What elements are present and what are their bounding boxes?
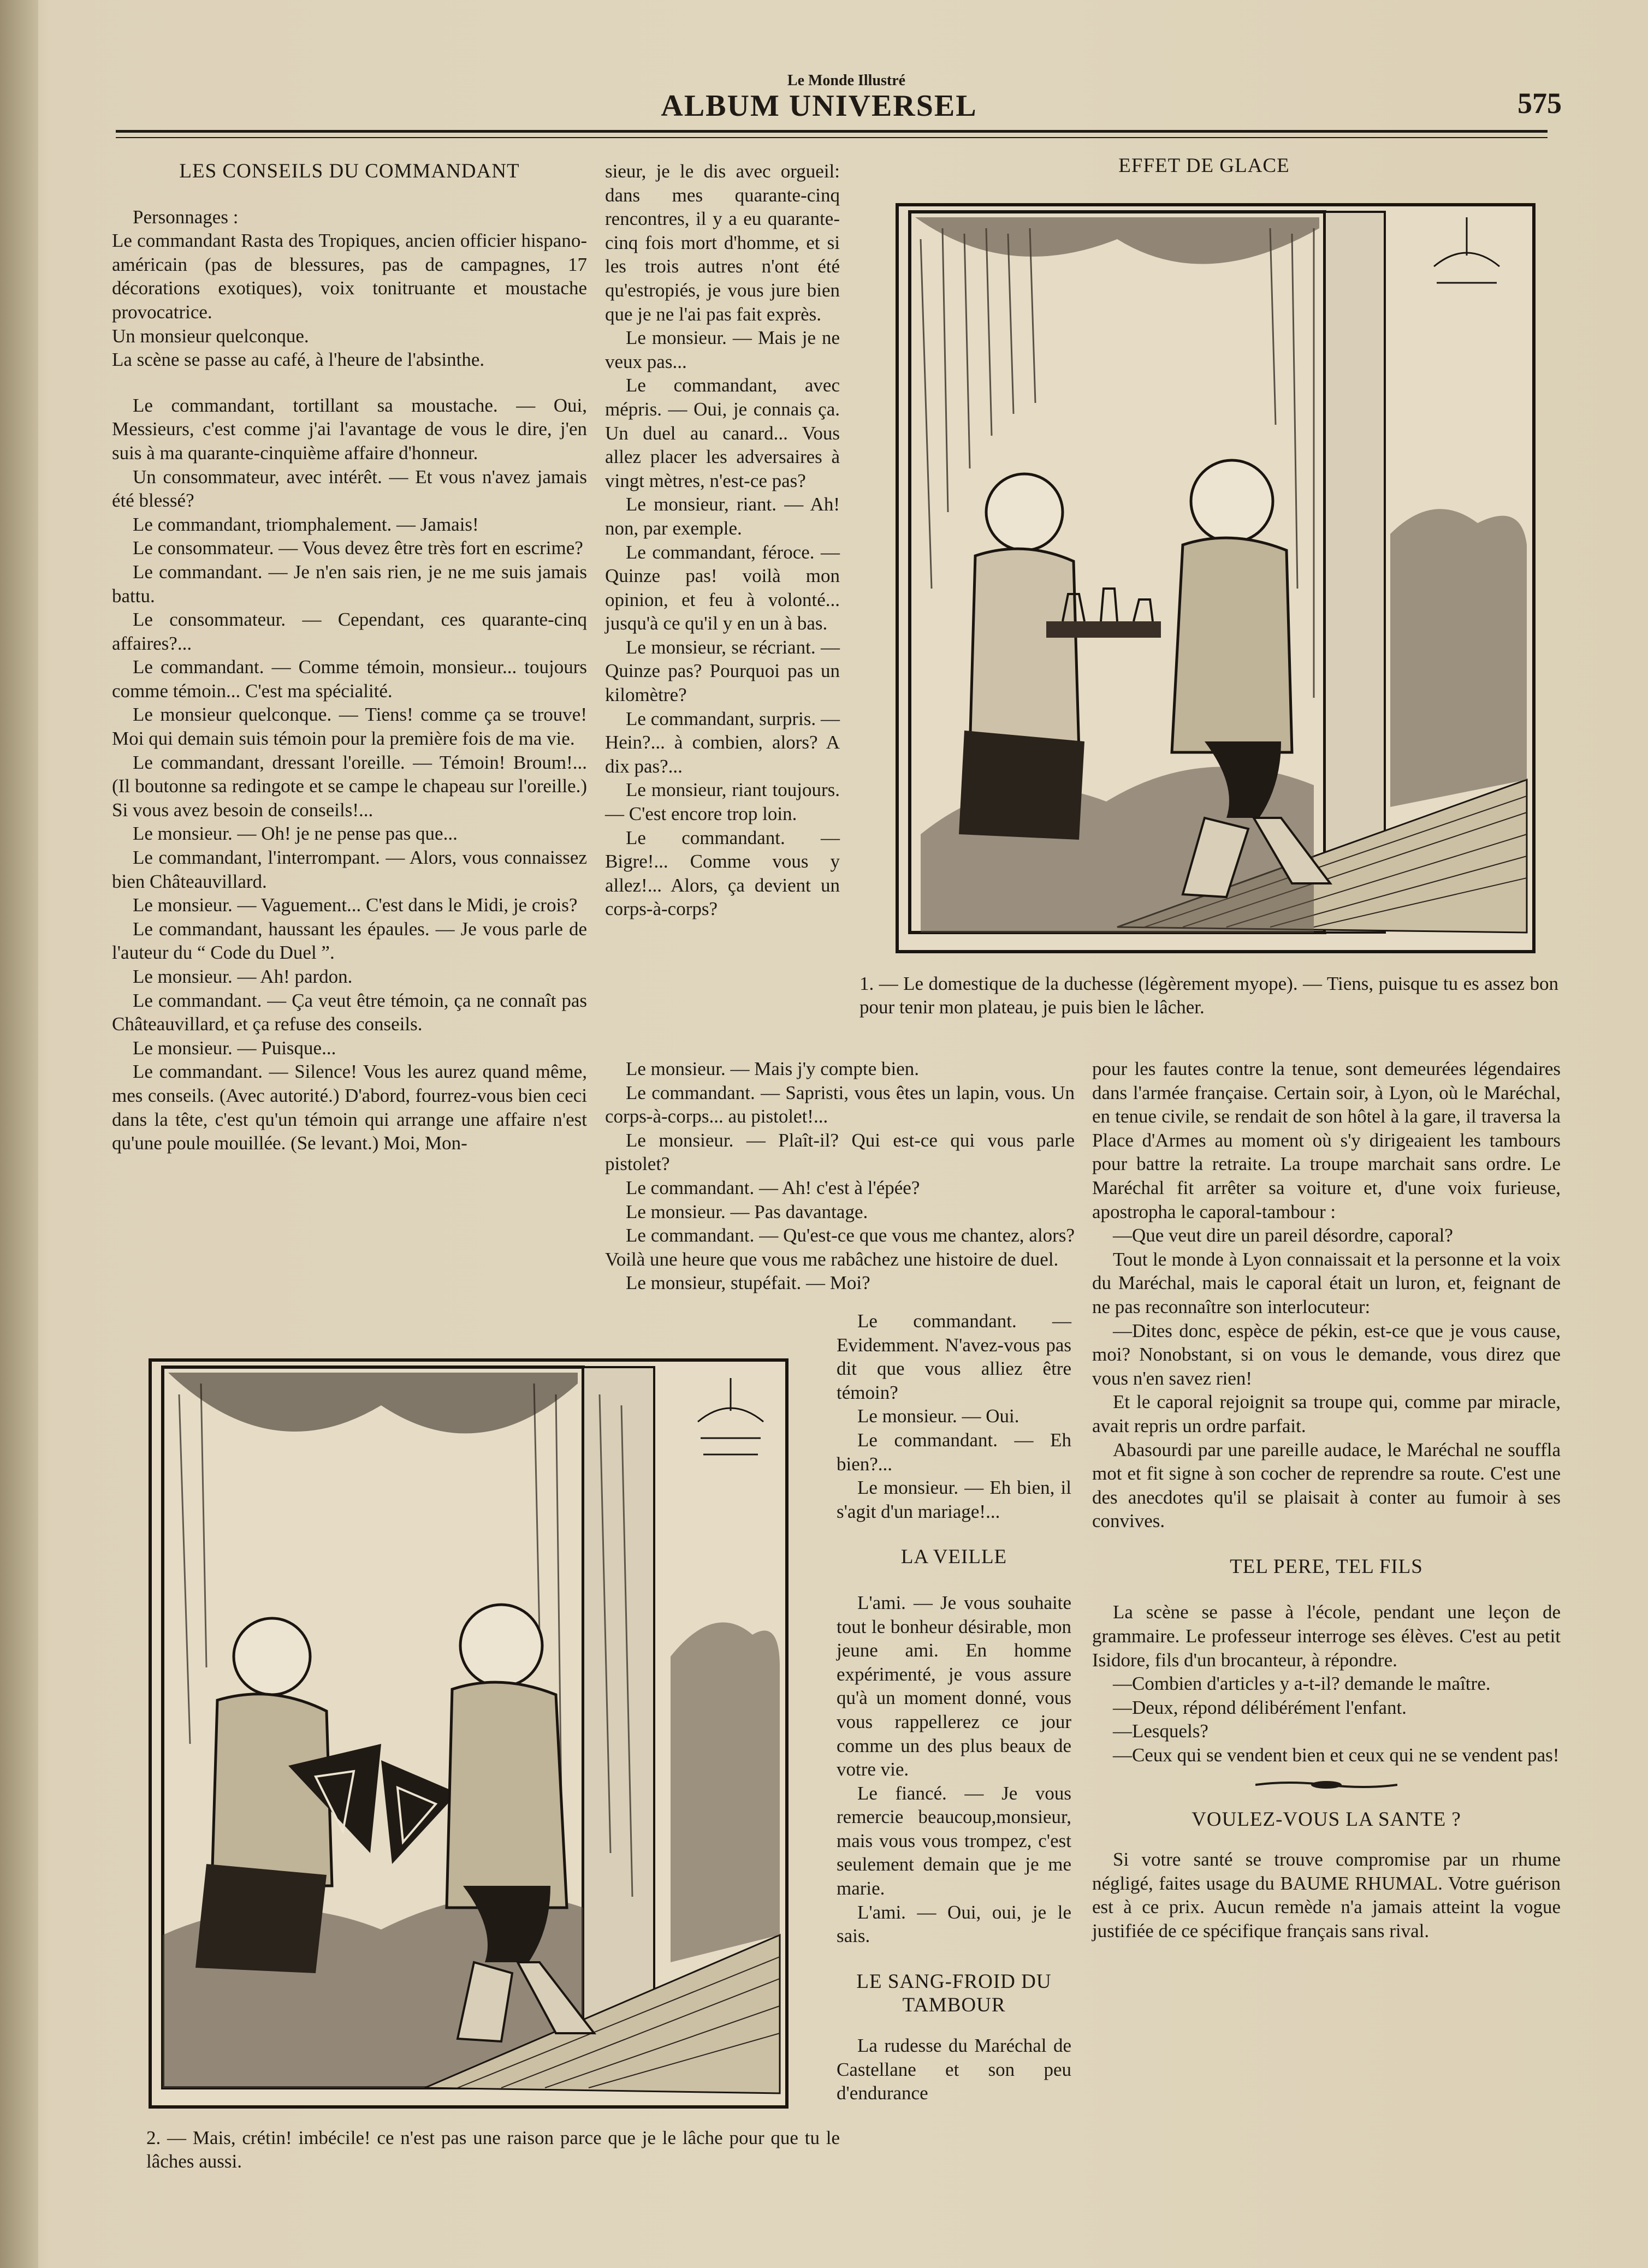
header-rule xyxy=(116,130,1548,133)
paragraph: Le commandant. — Ah! c'est à l'épée? xyxy=(626,1177,920,1198)
column-3 xyxy=(1092,1057,1561,1943)
paragraph: Le monsieur. — Vaguement... C'est dans le Midi, je crois? xyxy=(133,894,578,916)
illustration-effet-de-glace-1 xyxy=(896,203,1536,953)
paragraph: Le commandant, l'interrompant. — Alors, vous connaissez bien Châteauvillard. xyxy=(112,847,587,892)
paragraph: Le commandant, haussant les épaules. — Je vous parle de l'auteur du “ Code du Duel ”. xyxy=(112,918,587,964)
paragraph: Le monsieur. — Eh bien, il s'agit d'un mariage!... xyxy=(837,1477,1071,1522)
paragraph: Abasourdi par une pareille audace, le Maréchal ne souffla mot et fit signe à son cocher de reprendre sa route. C'est une des anecdotes qu'il se plaisait à conter au fumoir à ses convives. xyxy=(1092,1439,1561,1532)
paragraph: Le commandant, avec mépris. — Oui, je connais ça. Un duel au canard... Vous allez placer les adversaires à vingt mètres, n'est-ce pas? xyxy=(605,375,840,491)
page-number: 575 xyxy=(1517,87,1562,120)
paragraph: L'ami. — Je vous souhaite tout le bonheur désirable, mon jeune ami. En homme expérimenté, je vous assure qu'à un moment donné, vous vous rappellerez ce jour comme un des plus beaux de votre vie. xyxy=(837,1592,1071,1780)
illustration-caption-2: 2. — Mais, crétin! imbécile! ce n'est pas une raison parce que je le lâche pour que tu le lâches aussi. xyxy=(146,2127,840,2172)
paragraph: Le commandant. — Qu'est-ce que vous me chantez, alors? Voilà une heure que vous me rabâchez une histoire de duel. xyxy=(605,1225,1075,1270)
paragraph: Le monsieur. — Puisque... xyxy=(133,1037,336,1059)
paragraph: Le monsieur. — Mais j'y compte bien. xyxy=(626,1058,920,1079)
header-rule-thin xyxy=(116,137,1548,138)
paragraph: Le monsieur quelconque. — Tiens! comme ça se trouve! Moi qui demain suis témoin pour la première fois de ma vie. xyxy=(112,704,587,750)
paragraph: Le commandant, triomphalement. — Jamais! xyxy=(133,513,479,535)
paragraph: Le commandant. — Bigre!... Comme vous y allez!... Alors, ça devient un corps-à-corps? xyxy=(605,827,840,920)
paragraph: Le consommateur. — Cependant, ces quarante-cinq affaires?... xyxy=(112,609,587,654)
paragraph: —Combien d'articles y a-t-il? demande le maître. xyxy=(1113,1673,1491,1695)
illustration-caption-1: 1. — Le domestique de la duchesse (légèrement myope). — Tiens, puisque tu es assez bon pour tenir mon plateau, je puis bien le lâcher. xyxy=(859,973,1558,1018)
cartoon-drawing xyxy=(899,206,1532,950)
paragraph: —Ceux qui se vendent bien et ceux qui ne se vendent pas! xyxy=(1113,1744,1560,1766)
paragraph: —Que veut dire un pareil désordre, caporal? xyxy=(1113,1225,1453,1246)
paragraph: Le monsieur. — Oui. xyxy=(857,1405,1019,1427)
paragraph: Tout le monde à Lyon connaissait et la personne et la voix du Maréchal, mais le caporal était un luron, et, feignant de ne pas reconnaître son interlocuteur: xyxy=(1092,1248,1561,1317)
paragraph: Le monsieur, riant. — Ah! non, par exemple. xyxy=(605,494,840,539)
paragraph: Le monsieur. — Mais je ne veux pas... xyxy=(605,327,840,372)
paragraph: Le commandant, surpris. — Hein?... à combien, alors? A dix pas?... xyxy=(605,708,840,777)
paragraph: Personnages : xyxy=(133,206,239,228)
article-title: LA VEILLE xyxy=(900,1546,1007,1569)
paragraph: Le commandant. — Silence! Vous les aurez quand même, mes conseils. (Avec autorité.) D'abord, fourrez-vous bien ceci dans la tête, c'est qu'un témoin qui arrange une affaire n'est qu'une poule mouillée. (Se levant.) Moi, Mon- xyxy=(112,1061,587,1154)
column-2-middle xyxy=(605,1057,1075,1295)
paragraph: sieur, je le dis avec orgueil: dans mes quarante-cinq rencontres, il y a eu quarante-cinq fois mort d'homme, et si les trois autres n'ont été qu'estropiés, je vous jure bien que je ne l'ai pas fait exprès. xyxy=(605,161,840,325)
paragraph: La scène se passe à l'école, pendant une leçon de grammaire. Le professeur interroge ses élèves. C'est au petit Isidore, fils d'un brocanteur, à répondre. xyxy=(1092,1601,1561,1671)
paragraph: Le monsieur. — Oh! je ne pense pas que... xyxy=(133,823,458,845)
paragraph: Le monsieur, stupéfait. — Moi? xyxy=(626,1272,870,1294)
paragraph: La scène se passe au café, à l'heure de l'absinthe. xyxy=(112,349,485,371)
masthead-supertitle: Le Monde Illustré xyxy=(787,72,906,89)
cartoon-drawing xyxy=(152,1362,785,2105)
paragraph: Un consommateur, avec intérêt. — Et vous n'avez jamais été blessé? xyxy=(112,466,587,512)
paragraph: Le commandant. — Eh bien?... xyxy=(837,1429,1071,1475)
masthead-title: ALBUM UNIVERSEL xyxy=(661,89,977,123)
paragraph: Le commandant. — Sapristi, vous êtes un lapin, vous. Un corps-à-corps... au pistolet!... xyxy=(605,1082,1075,1127)
paragraph: Le monsieur. — Ah! pardon. xyxy=(133,966,353,987)
paragraph: Et le caporal rejoignit sa troupe qui, comme par miracle, avait repris un ordre parfait. xyxy=(1092,1391,1561,1436)
article-title: TEL PERE, TEL FILS xyxy=(1230,1555,1423,1578)
paragraph: La rudesse du Maréchal de Castellane et son peu d'endurance xyxy=(837,2035,1071,2104)
paragraph: pour les fautes contre la tenue, sont demeurées légendaires dans l'armée française. Certain soir, à Lyon, où le Maréchal, en tenue civile, se rendait de son hôtel à la gare, il traversa la Place d'Armes au moment où s'y dirigeaient les tambours pour battre la retraite. La troupe marchait sans ordre. Le Maréchal fit arrêter sa voiture et, d'une voix furieuse, apostropha le caporal-tambour : xyxy=(1092,1058,1561,1222)
article-title: LE SANG-FROID DU TAMBOUR xyxy=(856,1970,1052,2017)
paragraph: —Lesquels? xyxy=(1113,1720,1208,1742)
ornament-divider-icon xyxy=(1255,1778,1397,1791)
paragraph: Le commandant. — Ça veut être témoin, ça ne connaît pas Châteauvillard, et ça refuse des conseils. xyxy=(112,989,587,1035)
article-title: LES CONSEILS DU COMMANDANT xyxy=(179,160,520,182)
illustration-effet-de-glace-2 xyxy=(149,1358,789,2109)
paragraph: Le monsieur. — Plaît-il? Qui est-ce qui vous parle pistolet? xyxy=(605,1129,1075,1175)
paragraph: Le monsieur, se récriant. — Quinze pas? Pourquoi pas un kilomètre? xyxy=(605,636,840,706)
paragraph: Si votre santé se trouve compromise par un rhume négligé, faites usage du BAUME RHUMAL. Votre guérison est à ce prix. Aucun remède n'a jamais atteint la vogue justifiée de ce spécifique français sans rival. xyxy=(1092,1849,1561,1942)
paragraph: Le commandant. — Je n'en sais rien, je ne me suis jamais battu. xyxy=(112,561,587,607)
paragraph: —Dites donc, espèce de pékin, est-ce que je vous cause, moi? Nonobstant, si on vous le demande, vous direz que vous n'en savez rien! xyxy=(1092,1320,1561,1389)
column-2-top xyxy=(605,159,840,921)
paragraph: Le commandant Rasta des Tropiques, ancien officier hispano-américain (pas de blessures, pas de campagnes, 17 décorations exotiques), voix tonitruante et moustache provocatrice. xyxy=(112,230,587,323)
paragraph: Le commandant, tortillant sa moustache. — Oui, Messieurs, c'est comme j'ai l'avantage de vous le dire, j'en suis à ma quarante-cinquième affaire d'honneur. xyxy=(112,394,587,464)
binding-spine xyxy=(0,0,38,2268)
paragraph: Le monsieur. — Pas davantage. xyxy=(626,1201,868,1222)
paragraph: Le commandant, dressant l'oreille. — Témoin! Broum!... (Il boutonne sa redingote et se campe le chapeau sur l'oreille.) Si vous avez besoin de conseils!... xyxy=(112,751,587,821)
paragraph: L'ami. — Oui, oui, je le sais. xyxy=(837,1901,1071,1947)
paragraph: Un monsieur quelconque. xyxy=(112,325,309,347)
paragraph: Le monsieur, riant toujours. — C'est encore trop loin. xyxy=(605,779,840,825)
paragraph: —Deux, répond délibérément l'enfant. xyxy=(1113,1696,1407,1718)
illustration-title: EFFET DE GLACE xyxy=(1118,155,1290,177)
column-2-lower xyxy=(837,1309,1071,2105)
paragraph: Le consommateur. — Vous devez être très fort en escrime? xyxy=(133,537,583,559)
column-1 xyxy=(112,159,587,1155)
paragraph: Le fiancé. — Je vous remercie beaucoup,monsieur, mais vous vous trompez, c'est seulement demain que je me marie. xyxy=(837,1782,1071,1899)
paragraph: Le commandant. — Comme témoin, monsieur... toujours comme témoin... C'est ma spécialité. xyxy=(112,656,587,702)
paragraph: Le commandant, féroce. — Quinze pas! voilà mon opinion, et feu à volonté... jusqu'à ce qu'il y en un à bas. xyxy=(605,541,840,634)
article-title: VOULEZ-VOUS LA SANTE ? xyxy=(1191,1808,1461,1831)
paragraph: Le commandant. — Evidemment. N'avez-vous pas dit que vous alliez être témoin? xyxy=(837,1310,1071,1403)
